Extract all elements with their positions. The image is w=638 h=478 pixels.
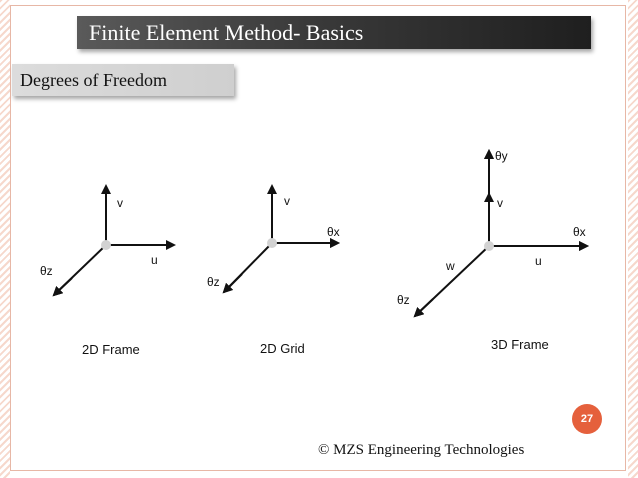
grid2d-theta-z-label: θz <box>207 275 220 289</box>
figure-2d-frame <box>40 186 174 357</box>
frame2d-theta-z-label: θz <box>40 264 53 278</box>
page-number-badge: 27 <box>572 404 602 434</box>
grid2d-v-label: v <box>284 194 290 208</box>
figure-2d-grid <box>207 186 340 356</box>
grid2d-theta-x-label: θx <box>327 225 340 239</box>
frame2d-u-label: u <box>151 253 158 267</box>
grid2d-caption: 2D Grid <box>260 341 305 356</box>
frame3d-w-label: w <box>446 259 455 273</box>
figure-3d-frame <box>397 149 587 352</box>
frame2d-v-label: v <box>117 196 123 210</box>
section-subtitle: Degrees of Freedom <box>12 64 234 96</box>
footer-copyright: © MZS Engineering Technologies <box>318 442 525 458</box>
slide-title: Finite Element Method- Basics <box>77 16 591 49</box>
frame3d-v-label: v <box>497 196 503 210</box>
frame3d-u-label: u <box>535 254 542 268</box>
frame2d-caption: 2D Frame <box>82 342 140 357</box>
frame3d-caption: 3D Frame <box>491 337 549 352</box>
frame3d-theta-y-label: θy <box>495 149 508 163</box>
frame3d-theta-z-label: θz <box>397 293 410 307</box>
frame3d-theta-x-label: θx <box>573 225 586 239</box>
